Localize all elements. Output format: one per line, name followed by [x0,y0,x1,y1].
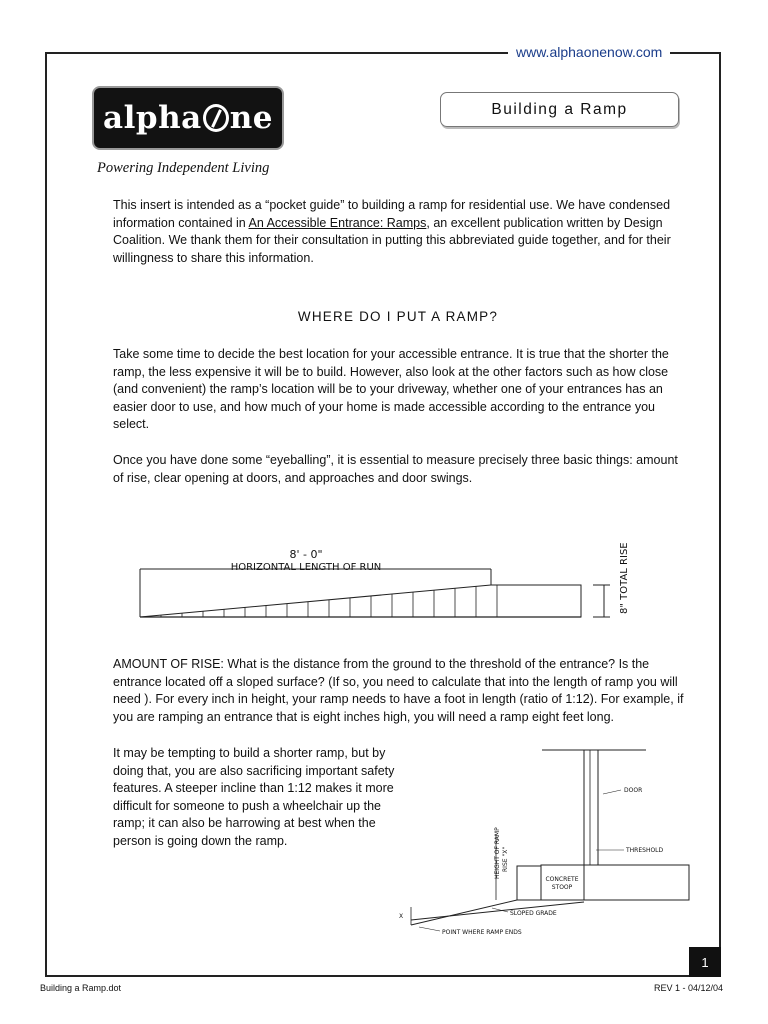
rise-paragraph: AMOUNT OF RISE: What is the distance from the ground to the threshold of the entrance? Is the entrance located off a sloped surface? (If so, you need to calculate that into the length of ramp you will need ). For every inch in height, your ramp needs to have a foot in length (ratio of 1:12). For example, if you are ramping an entrance that is eight inches high, you will need a ramp eight feet long. [113,657,684,724]
logo-text-alpha: alpha [103,100,202,136]
height-value-label: RISE "X" [502,846,509,872]
door-label: DOOR [624,787,643,794]
stoop-step [517,866,541,900]
alphaone-logo [94,88,282,148]
threshold-label: THRESHOLD [626,847,664,854]
footer-revision: REV 1 - 04/12/04 [654,983,724,993]
rise-dimension-label: 8" TOTAL RISE [619,542,630,614]
page-number: 1 [689,947,721,977]
footer-filename: Building a Ramp.dot [40,983,122,993]
ramp-end-leader [419,927,440,931]
logo-tagline: Powering Independent Living [97,160,270,176]
door-wall [584,750,598,865]
sloped-grade-label: SLOPED GRADE [510,910,557,917]
document-title: Building a Ramp [440,92,679,127]
intro-paragraph [113,197,683,267]
door-leader [603,790,621,794]
stoop-label-2: STOOP [551,884,573,891]
publication-title: An Accessible Entrance: Ramps [248,215,427,230]
ramp-profile-diagram [138,522,648,622]
logo-o-mark [203,104,229,132]
website-url[interactable]: www.alphaonenow.com [508,43,670,61]
intro-text-before: This insert is intended as a “pocket guide” to building a ramp for residential use. We have condensed information contained in [113,198,671,230]
run-dimension-label: HORIZONTAL LENGTH OF RUN [230,562,382,573]
intro-text-after: , an excellent publication written by Design Coalition. We thank them for their consultation in putting this abbreviated guide together, and for their willingness to share this information. [113,215,671,265]
ramp-slope-line [411,900,517,925]
ramp-profile [140,585,581,617]
x-label: X [399,913,404,920]
logo-text-ne: ne [229,100,273,136]
height-label: HEIGHT OF RAMP [494,827,501,879]
ramp-ends-label: POINT WHERE RAMP ENDS [442,929,522,936]
ramp-section-diagram [396,742,696,942]
location-paragraph: Take some time to decide the best location for your accessible entrance. It is true that the shorter the ramp, the less expensive it will be to build. However, also look at the other factors such as how close (and convenient) the ramp’s location will be to your driveway, whether one of your entrances has an easier door to use, and how much of your home is made accessible according to the entrance you select. [113,347,669,431]
tempting-paragraph: It may be tempting to build a shorter ramp, but by doing that, you are also sacrificing important safety features. A steeper incline than 1:12 makes it more difficult for someone to push a wheelchair up the ramp; it can also be harrowing at best when the person is going down the ramp. [113,746,395,848]
stoop-label-1: CONCRETE [545,876,579,883]
eyeballing-paragraph: Once you have done some “eyeballing”, it is essential to measure precisely three basic things: amount of rise, clear opening at doors, and approaches and door swings. [113,453,678,485]
run-dimension-value: 8' - 0" [289,548,323,561]
floor-slab [584,865,689,900]
section-heading: WHERE DO I PUT A RAMP? [297,309,499,324]
